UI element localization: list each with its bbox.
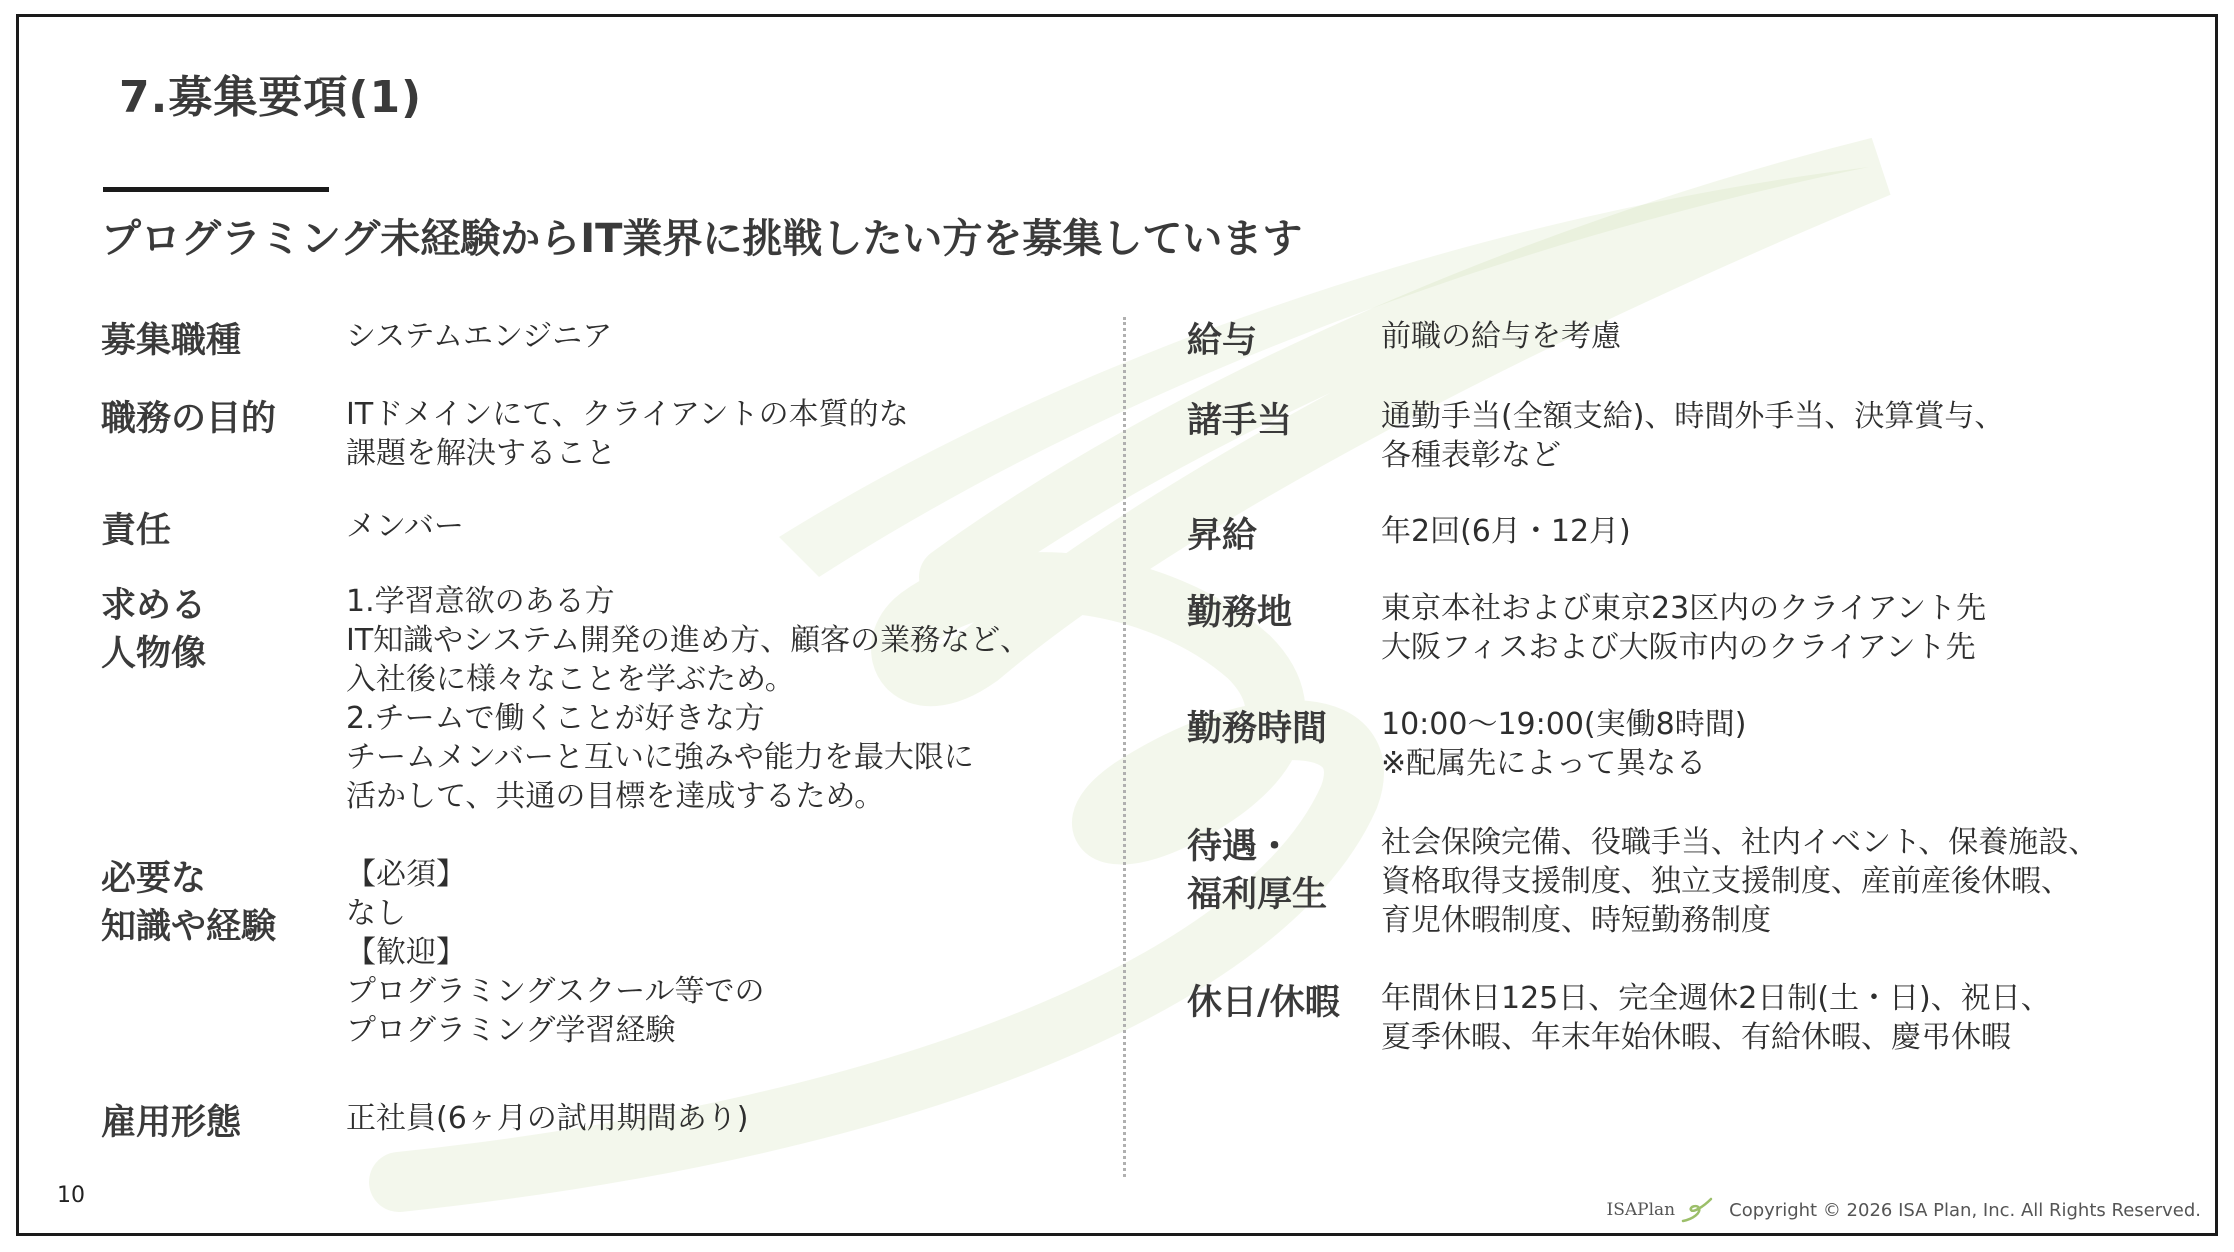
item-value	[346, 582, 1030, 816]
item-value	[1381, 589, 1986, 667]
item-label	[1187, 397, 1292, 445]
item-value-line: 1.学習意欲のある方	[346, 584, 615, 619]
item-value-line: 育児休暇制度、時短勤務制度	[1381, 903, 1771, 938]
item-value-line: システムエンジニア	[346, 319, 613, 354]
item-label-line: 待遇・	[1187, 827, 1293, 867]
item-value-line: 社会保険完備、役職手当、社内イベント、保養施設、	[1381, 825, 2099, 860]
item-value-line: 東京本社および東京23区内のクライアント先	[1381, 591, 1987, 626]
item-label	[1187, 979, 1340, 1027]
item-value	[346, 507, 464, 546]
page-subtitle: プログラミング未経験からIT業界に挑戦したい方を募集しています	[101, 216, 1303, 262]
title-underline	[103, 187, 329, 192]
item-value	[346, 395, 909, 473]
company-logo-text: ISAPlan	[1606, 1200, 1676, 1220]
item-label	[101, 582, 206, 678]
item-value-line: 正社員(6ヶ月の試用期間あり)	[346, 1101, 749, 1136]
item-value-line: プログラミング学習経験	[346, 1013, 676, 1048]
item-value-line: 2.チームで働くことが好きな方	[346, 701, 765, 736]
item-value-line: 課題を解決すること	[346, 436, 616, 471]
item-label-line: 昇給	[1187, 516, 1258, 556]
item-label	[101, 1099, 241, 1147]
item-value-line: ITドメインにて、クライアントの本質的な	[346, 397, 909, 432]
item-value-line: プログラミングスクール等での	[346, 974, 765, 1009]
item-value	[1381, 397, 2004, 475]
item-label-line: 職務の目的	[101, 399, 277, 439]
item-label	[101, 317, 241, 365]
item-label-line: 休日/休暇	[1187, 983, 1340, 1023]
item-label-line: 勤務時間	[1187, 709, 1328, 749]
item-label-line: 給与	[1187, 321, 1258, 361]
item-value-line: 【必須】	[346, 857, 466, 892]
item-value	[1381, 512, 1631, 551]
item-value	[346, 317, 612, 356]
footer	[1607, 1197, 2201, 1223]
item-label	[101, 507, 171, 555]
item-label-line: 知識や経験	[101, 907, 277, 947]
item-value-line: 大阪フィスおよび大阪市内のクライアント先	[1381, 630, 1976, 665]
item-label	[101, 395, 276, 443]
company-logo-icon	[1679, 1197, 1713, 1223]
item-value	[1381, 979, 2051, 1057]
item-label	[1187, 589, 1292, 637]
item-value	[346, 855, 765, 1050]
item-value-line: 活かして、共通の目標を達成するため。	[346, 779, 885, 814]
item-label-line: 人物像	[101, 634, 207, 674]
item-label	[1187, 823, 1327, 919]
slide	[16, 14, 2218, 1236]
item-value	[1381, 317, 1621, 356]
item-value-line: ※配属先によって異なる	[1381, 746, 1707, 781]
item-value-line: 10:00〜19:00(実働8時間)	[1381, 707, 1747, 742]
item-value-line: 入社後に様々なことを学ぶため。	[346, 662, 795, 697]
item-value	[1381, 823, 2098, 940]
item-value-line: 各種表彰など	[1381, 438, 1561, 473]
item-value-line: IT知識やシステム開発の進め方、顧客の業務など、	[346, 623, 1031, 658]
item-label	[1187, 512, 1257, 560]
item-value-line: 夏季休暇、年末年始休暇、有給休暇、慶弔休暇	[1381, 1020, 2011, 1055]
item-value	[346, 1099, 749, 1138]
item-label	[1187, 705, 1327, 753]
item-label-line: 募集職種	[101, 321, 242, 361]
copyright-text: Copyright © 2026 ISA Plan, Inc. All Rights Reserved.	[1729, 1199, 2201, 1221]
item-label	[101, 855, 276, 951]
column-divider	[1123, 317, 1126, 1177]
item-label-line: 必要な	[101, 859, 207, 899]
item-value-line: なし	[346, 896, 406, 931]
page-number: 10	[57, 1183, 85, 1208]
item-label-line: 求める	[101, 586, 207, 626]
item-value-line: 資格取得支援制度、独立支援制度、産前産後休暇、	[1381, 864, 2071, 899]
item-label-line: 諸手当	[1187, 401, 1293, 441]
item-label-line: 雇用形態	[101, 1103, 242, 1143]
item-value-line: チームメンバーと互いに強みや能力を最大限に	[346, 740, 974, 775]
item-value-line: 年間休日125日、完全週休2日制(土・日)、祝日、	[1381, 981, 2051, 1016]
item-value-line: メンバー	[346, 509, 464, 544]
item-label-line: 責任	[101, 511, 172, 551]
item-value-line: 前職の給与を考慮	[1381, 319, 1621, 354]
item-label-line: 福利厚生	[1187, 875, 1328, 915]
page-title: 7.募集要項(1)	[119, 72, 423, 123]
item-label-line: 勤務地	[1187, 593, 1293, 633]
item-value	[1381, 705, 1746, 783]
item-value-line: 【歓迎】	[346, 935, 466, 970]
item-value-line: 通勤手当(全額支給)、時間外手当、決算賞与、	[1381, 399, 2005, 434]
item-value-line: 年2回(6月・12月)	[1381, 514, 1631, 549]
item-label	[1187, 317, 1257, 365]
